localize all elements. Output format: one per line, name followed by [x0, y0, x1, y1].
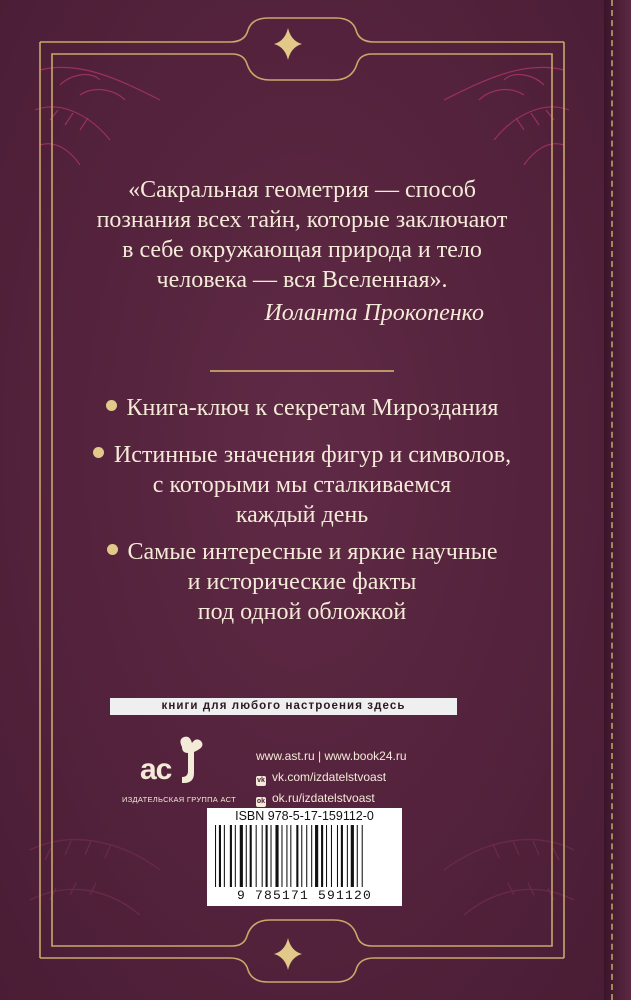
ok-link-row[interactable]	[256, 788, 407, 809]
bullet-dot-icon	[107, 544, 118, 555]
barcode-bar	[235, 825, 236, 887]
feature-line: Самые интересные и яркие научные	[127, 539, 498, 565]
barcode-bar	[337, 825, 338, 887]
spine-stitch	[611, 0, 613, 1000]
barcode-bar	[347, 825, 348, 887]
isbn-text: ISBN 978-5-17-159112-0	[235, 809, 374, 823]
publisher-name: ИЗДАТЕЛЬСКАЯ ГРУППА АСТ	[122, 795, 236, 804]
barcode	[207, 808, 402, 906]
star-icon-top	[274, 28, 302, 60]
ok-link[interactable]: ok.ru/izdatelstvoast	[272, 791, 375, 805]
feature-line: каждый день	[235, 502, 369, 528]
barcode-bar	[315, 825, 318, 887]
feature-line: и исторические факты	[187, 569, 417, 595]
publisher-links	[256, 746, 407, 809]
barcode-bar	[362, 825, 363, 887]
vk-icon: vk	[257, 777, 265, 784]
barcode-bar	[230, 825, 232, 887]
tagline-ribbon: книги для любого настроения здесь	[110, 698, 457, 715]
quote-line: «Сакральная геометрия — способ	[128, 177, 476, 203]
barcode-bar	[275, 825, 278, 887]
barcode-bar	[266, 825, 268, 887]
barcode-bar	[281, 825, 282, 887]
quote-line: в себе окружающая природа и тело	[122, 237, 482, 263]
barcode-bar	[296, 825, 298, 887]
svg-text:ac: ac	[140, 753, 172, 786]
quote-text	[60, 175, 544, 295]
leaf-ornament-top-left	[35, 67, 160, 165]
feature-line: Истинные значения фигур и символов,	[113, 442, 512, 468]
barcode-bar	[224, 825, 225, 887]
feature-line: Книга-ключ к секретам Мироздания	[126, 395, 499, 421]
barcode-bar	[357, 825, 358, 887]
barcode-bar	[321, 825, 323, 887]
star-icon-bottom	[274, 938, 302, 970]
barcode-bar	[240, 825, 243, 887]
sites-link[interactable]: www.ast.ru | www.book24.ru	[256, 749, 407, 763]
barcode-bar	[271, 825, 272, 887]
feature-item	[60, 440, 544, 530]
barcode-bar	[246, 825, 247, 887]
quote-line: познания всех тайн, которые заключают	[96, 207, 508, 233]
barcode-bar	[256, 825, 257, 887]
feature-item	[60, 537, 544, 627]
barcode-bar	[341, 825, 343, 887]
leaf-ornament-bottom-right	[444, 840, 574, 915]
barcode-bar	[250, 825, 252, 887]
feature-line: с которыми мы сталкиваемся	[152, 472, 452, 498]
ean-number: 9 785171 591120	[236, 888, 373, 903]
ast-logo-icon	[138, 733, 208, 789]
barcode-bar	[215, 825, 216, 887]
barcode-bar	[326, 825, 327, 887]
barcode-bar	[290, 825, 291, 887]
feature-item	[60, 393, 544, 423]
barcode-bar	[311, 825, 312, 887]
bullet-dot-icon	[93, 447, 104, 458]
leaf-ornament-bottom-left	[30, 840, 160, 915]
barcode-bar	[351, 825, 354, 887]
barcode-bar	[286, 825, 287, 887]
bullet-dot-icon	[106, 400, 117, 411]
feature-line: под одной обложкой	[197, 599, 407, 625]
barcode-bars	[213, 825, 396, 889]
book-spine	[604, 0, 631, 1000]
barcode-bar	[306, 825, 307, 887]
barcode-bar	[301, 825, 302, 887]
ok-icon: ok	[256, 798, 266, 805]
barcode-bar	[262, 825, 263, 887]
vk-link-row[interactable]	[256, 767, 407, 788]
leaf-ornament-top-right	[444, 67, 569, 165]
quote-line: человека — вся Вселенная».	[156, 267, 448, 293]
barcode-bar	[331, 825, 332, 887]
barcode-bar	[219, 825, 221, 887]
quote-author: Иоланта Прокопенко	[264, 300, 484, 326]
vk-link[interactable]: vk.com/izdatelstvoast	[272, 770, 387, 784]
